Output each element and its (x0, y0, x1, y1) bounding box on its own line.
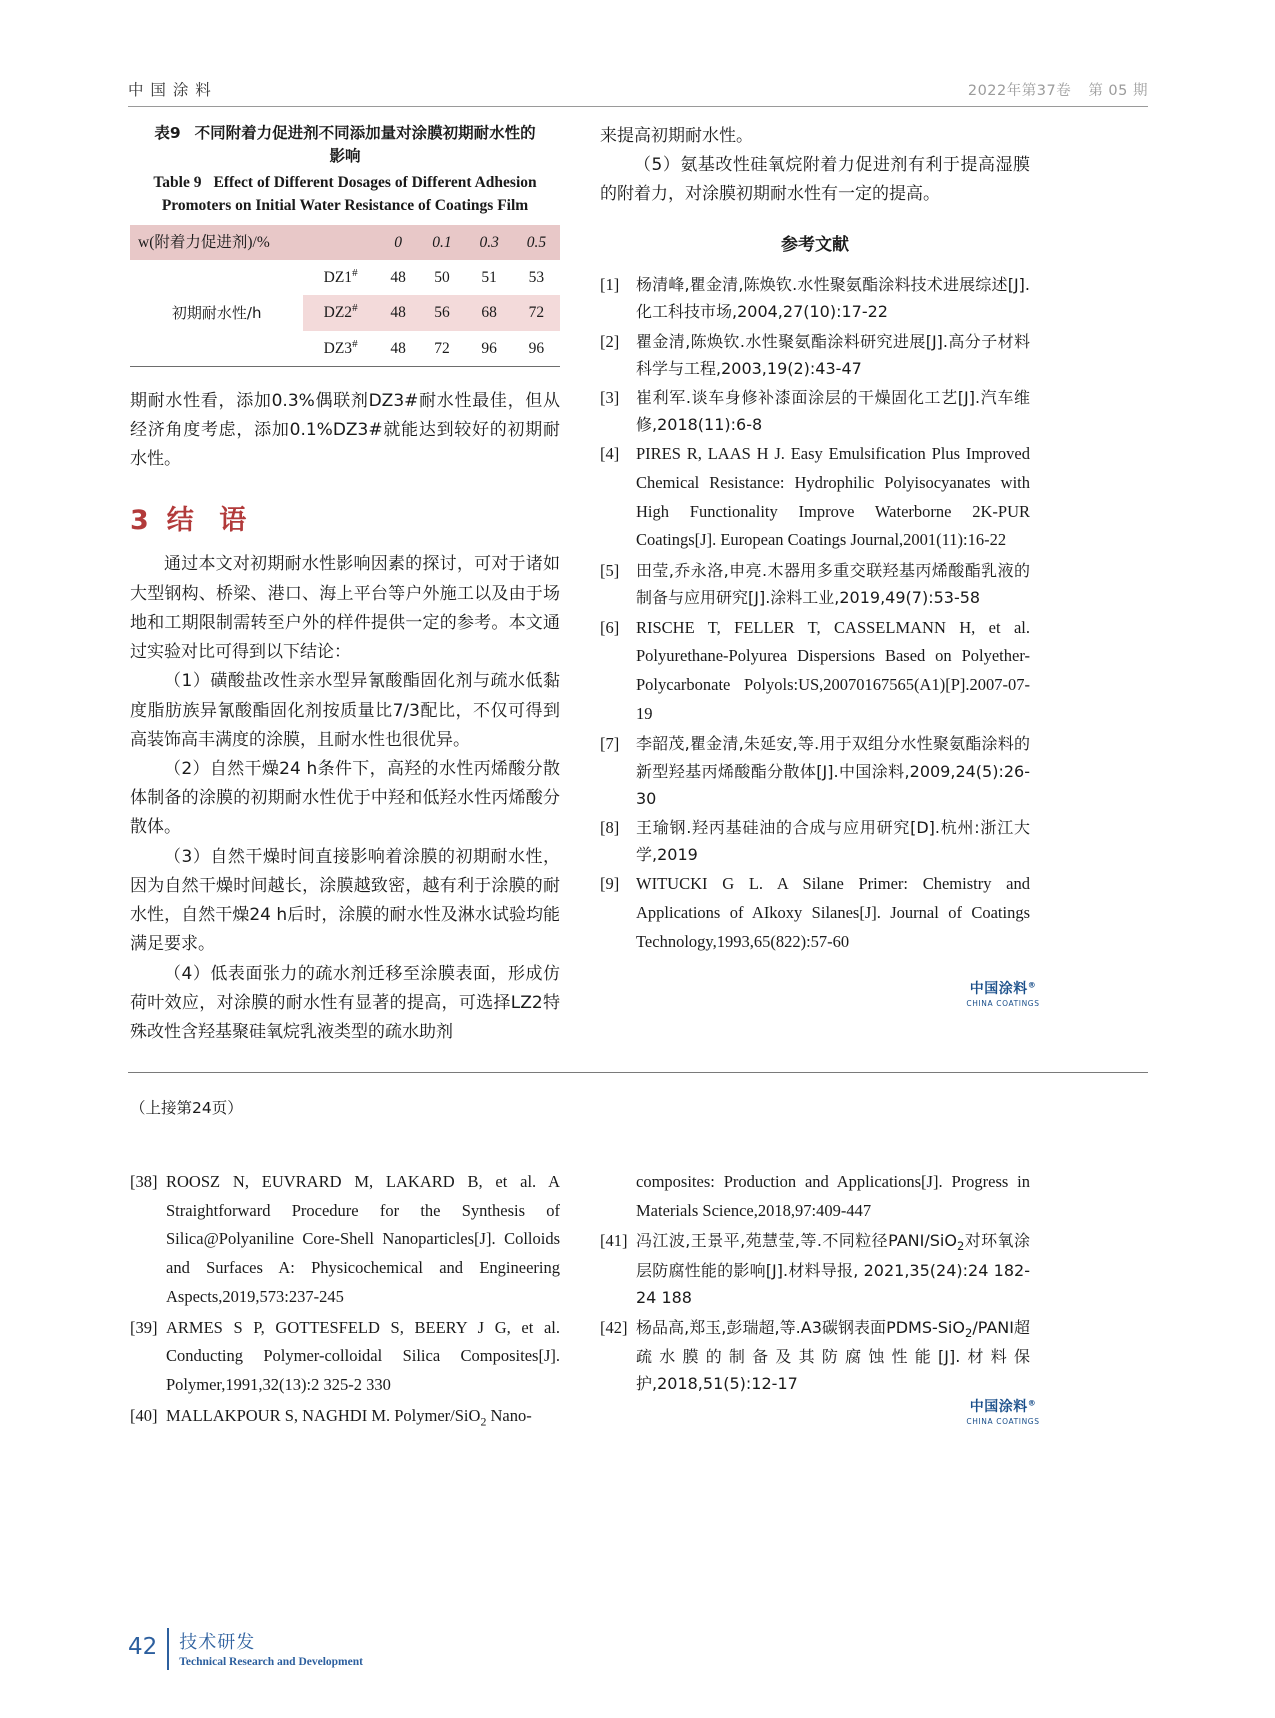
reference-text: ROOSZ N, EUVRARD M, LAKARD B, et al. A Straightforward Procedure for the Synthesis of Silica@Polyaniline Core-Shell Nanoparticles[J]. Colloids and Surfaces A: Physicochemical and Engineering Aspects,2019,573:237-245 (166, 1172, 560, 1306)
reference-item (600, 1168, 1030, 1225)
reference-number: [8] (600, 817, 620, 837)
cell-value: 48 (390, 269, 406, 287)
conclusion-paragraph: （5）氨基改性硅氧烷附着力促进剂有利于提高湿膜的附着力，对涂膜初期耐水性有一定的提高。 (600, 155, 1030, 205)
reference-number: [41] (600, 1231, 628, 1251)
running-head (128, 78, 1148, 107)
reference-text: PIRES R, LAAS H J. Easy Emulsification Plus Improved Chemical Resistance: Hydrophilic Polyisocyanates with High Functionality Improve Waterborne 2K-PUR Coatings[J]. European Coatings Journal,2001(11):16-22 (636, 444, 1030, 550)
reference-item (600, 814, 1030, 868)
reference-item (600, 271, 1030, 325)
table-label-cn: 表9 (154, 124, 181, 142)
conclusion-paragraph: 通过本文对初期耐水性影响因素的探讨，可对于诸如大型钢构、桥梁、港口、海上平台等户外施工以及由于场地和工期限制需转至户外的样件提供一定的参考。本文通过实验对比可得到以下结论： (130, 554, 560, 663)
reference-item (600, 870, 1030, 956)
row-sublabel-text: DZ1 (323, 269, 353, 287)
reference-number: [6] (600, 617, 620, 637)
reference-number: [4] (600, 444, 620, 464)
cell-value: 51 (481, 269, 497, 287)
logo-en-text: CHINA COATINGS (966, 999, 1040, 1008)
table-row (130, 260, 560, 295)
reference-text: 李韶茂,瞿金清,朱延安,等.用于双组分水性聚氨酯涂料的新型羟基丙烯酸酯分散体[J].中国涂料,2009,24(5):26-30 (636, 734, 1030, 808)
page-number: 42 (128, 1634, 158, 1660)
reference-text: 王瑜钢.羟丙基硅油的合成与应用研究[D].杭州:浙江大学,2019 (636, 817, 1030, 865)
footer-section-en: Technical Research and Development (179, 1656, 363, 1668)
reference-text: 崔利军.谈车身修补漆面涂层的干燥固化工艺[J].汽车维修,2018(11):6-8 (636, 387, 1030, 435)
reference-text: composites: Production and Applications[J]. Progress in Materials Science,2018,97:409-447 (636, 1172, 1030, 1220)
continued-paragraph: 来提高初期耐水性。 (600, 126, 753, 146)
row-sublabel (303, 295, 378, 330)
reference-number: [40] (130, 1405, 158, 1425)
cell-value: 68 (481, 304, 497, 322)
reference-text: 田莹,乔永洛,申亮.木器用多重交联羟基丙烯酸酯乳液的制备与应用研究[J].涂料工业,2019,49(7):53-58 (636, 561, 1030, 608)
reference-number: [39] (130, 1317, 158, 1337)
conclusion-paragraph: （2）自然干燥24 h条件下，高羟的水性丙烯酸分散体制备的涂膜的初期耐水性优于中羟和低羟水性丙烯酸分散体。 (130, 758, 560, 838)
journal-name: 中 国 涂 料 (128, 81, 212, 99)
page-footer (128, 1628, 1148, 1670)
row-sublabel-text: DZ3 (323, 339, 353, 357)
logo-cn-text (970, 1396, 1037, 1416)
header-cell-0: w(附着力促进剂)/% (138, 234, 270, 251)
reference-item (600, 614, 1030, 729)
logo-cn-text (970, 978, 1037, 998)
china-coatings-logo (955, 1396, 1051, 1426)
conclusion-paragraph: （4）低表面张力的疏水剂迁移至涂膜表面，形成仿荷叶效应，对涂膜的耐水性有显著的提高，可选择LZ2特殊改性含羟基聚硅氧烷乳液类型的疏水助剂 (130, 963, 560, 1043)
footer-divider (167, 1628, 169, 1670)
reference-item (600, 328, 1030, 382)
reference-text: 冯江波,王景平,苑慧莹,等.不同粒径PANI/SiO$_2$对环氧涂层防腐性能的影响[J].材料导报, 2021,35(24):24 182-24 188 (636, 1231, 1030, 1308)
right-column (600, 122, 1030, 958)
reference-item (130, 1402, 560, 1432)
section-heading (130, 499, 560, 543)
reference-text: RISCHE T, FELLER T, CASSELMANN H, et al. Polyurethane-Polyurea Dispersions Based on Polyether-Polycarbonate Polyols:US,20070167565(A1)[P].2007-07-19 (636, 617, 1030, 723)
reference-text: 瞿金清,陈焕钦.水性聚氨酯涂料研究进展[J].高分子材料科学与工程,2003,19(2):43-47 (636, 331, 1030, 378)
conclusion-paragraph: （3）自然干燥时间直接影响着涂膜的初期耐水性，因为自然干燥时间越长，涂膜越致密，越有利于涂膜的耐水性，自然干燥24 h后时，涂膜的耐水性及淋水试验均能满足要求。 (130, 846, 560, 955)
issue-info (968, 79, 1148, 100)
reference-text: ARMES S P, GOTTESFELD S, BEERY J G, et al. Conducting Polymer-colloidal Silica Composites[J]. Polymer,1991,32(13):2 325-2 330 (166, 1317, 560, 1394)
reference-number: [38] (130, 1172, 158, 1191)
reference-number: [2] (600, 331, 620, 351)
section-title: 结 语 (166, 504, 255, 536)
row-sublabel-sup: # (352, 302, 358, 315)
cell-value: 50 (434, 269, 450, 287)
left-column (130, 122, 560, 1047)
reference-number: [1] (600, 275, 620, 295)
table-header-row (130, 225, 560, 260)
cell-value: 72 (434, 339, 450, 357)
china-coatings-logo (955, 978, 1051, 1008)
reference-number: [3] (600, 387, 620, 407)
cell-value: 56 (434, 304, 450, 322)
header-cell-1: 0 (394, 234, 402, 251)
reference-item (600, 384, 1030, 438)
row-sublabel-sup: # (352, 267, 358, 280)
reference-item (600, 1314, 1030, 1398)
logo-cn-label: 中国涂料 (969, 1399, 1028, 1415)
header-cell-2: 0.1 (432, 234, 452, 251)
logo-trademark: ® (1027, 1398, 1037, 1408)
references-title: 参考文献 (781, 234, 849, 255)
row-sublabel (303, 331, 378, 366)
reference-number: [42] (600, 1317, 628, 1337)
footer-section-cn: 技术研发 (179, 1632, 256, 1653)
reference-text: WITUCKI G L. A Silane Primer: Chemistry and Applications of AIkoxy Silanes[J]. Journal of Coatings Technology,1993,65(822):57-60 (636, 874, 1030, 951)
continued-right-column (600, 1168, 1030, 1400)
reference-number (600, 1168, 636, 1225)
row-group-label: 初期耐水性/h (171, 303, 262, 322)
logo-en-text: CHINA COATINGS (966, 1417, 1040, 1426)
cell-value: 96 (481, 339, 497, 357)
issue-year: 2022年第37卷 (967, 83, 1072, 99)
reference-number: [5] (600, 561, 620, 581)
cell-value: 96 (528, 339, 545, 357)
paragraph-after-table: 期耐水性看，添加0.3%偶联剂DZ3#耐水性最佳，但从经济角度考虑，添加0.1%DZ3#就能达到较好的初期耐水性。 (130, 390, 560, 470)
reference-text: 杨品高,郑玉,彭瑞超,等.A3碳钢表面PDMS-SiO$_2$/PANI超疏水膜的制备及其防腐蚀性能[J].材料保护,2018,51(5):12-17 (636, 1317, 1030, 1394)
continued-left-column (130, 1168, 560, 1434)
cell-value: 72 (528, 304, 545, 322)
logo-trademark: ® (1027, 980, 1037, 990)
table-title-en: Effect of Different Dosages of Different Adhesion Promoters on Initial Water Resistance of Coatings Film (161, 173, 537, 214)
reference-item (130, 1168, 560, 1312)
section-number: 3 (130, 504, 149, 536)
reference-item (600, 440, 1030, 555)
reference-number: [9] (600, 874, 620, 894)
reference-number: [7] (600, 734, 620, 754)
table-caption-cn (148, 122, 542, 169)
continued-from-note: （上接第24页） (130, 1099, 243, 1117)
reference-item (600, 730, 1030, 812)
issue-number: 第 05 期 (1088, 83, 1148, 99)
table-wrapper (130, 225, 560, 367)
table-caption-en (134, 171, 556, 218)
row-sublabel (303, 260, 378, 295)
logo-cn-label: 中国涂料 (969, 981, 1028, 997)
row-sublabel-text: DZ2 (323, 304, 353, 322)
table-title-cn: 不同附着力促进剂不同添加量对涂膜初期耐水性的影响 (194, 124, 536, 166)
reference-item (130, 1314, 560, 1400)
reference-text: 杨清峰,瞿金清,陈焕钦.水性聚氨酯涂料技术进展综述[J].化工科技市场,2004,27(10):17-22 (636, 275, 1030, 322)
header-cell-3: 0.3 (479, 234, 499, 251)
header-cell-4: 0.5 (526, 234, 547, 251)
reference-text: MALLAKPOUR S, NAGHDI M. Polymer/SiO$_2$ Nano- (166, 1405, 532, 1428)
footer-section (179, 1628, 363, 1668)
conclusion-paragraph: （1）磺酸盐改性亲水型异氰酸酯固化剂与疏水低黏度脂肪族异氰酸酯固化剂按质量比7/3配比，不仅可得到高装饰高丰满度的涂膜，且耐水性也很优异。 (130, 671, 560, 750)
cell-value: 48 (390, 304, 406, 322)
reference-item (600, 557, 1030, 611)
row-sublabel-sup: # (352, 337, 358, 350)
cell-value: 48 (390, 339, 406, 357)
cell-value: 53 (528, 269, 545, 287)
table-label-en: Table 9 (153, 173, 202, 191)
water-resistance-table (130, 225, 560, 366)
reference-item (600, 1227, 1030, 1311)
section-divider (128, 1072, 1148, 1073)
